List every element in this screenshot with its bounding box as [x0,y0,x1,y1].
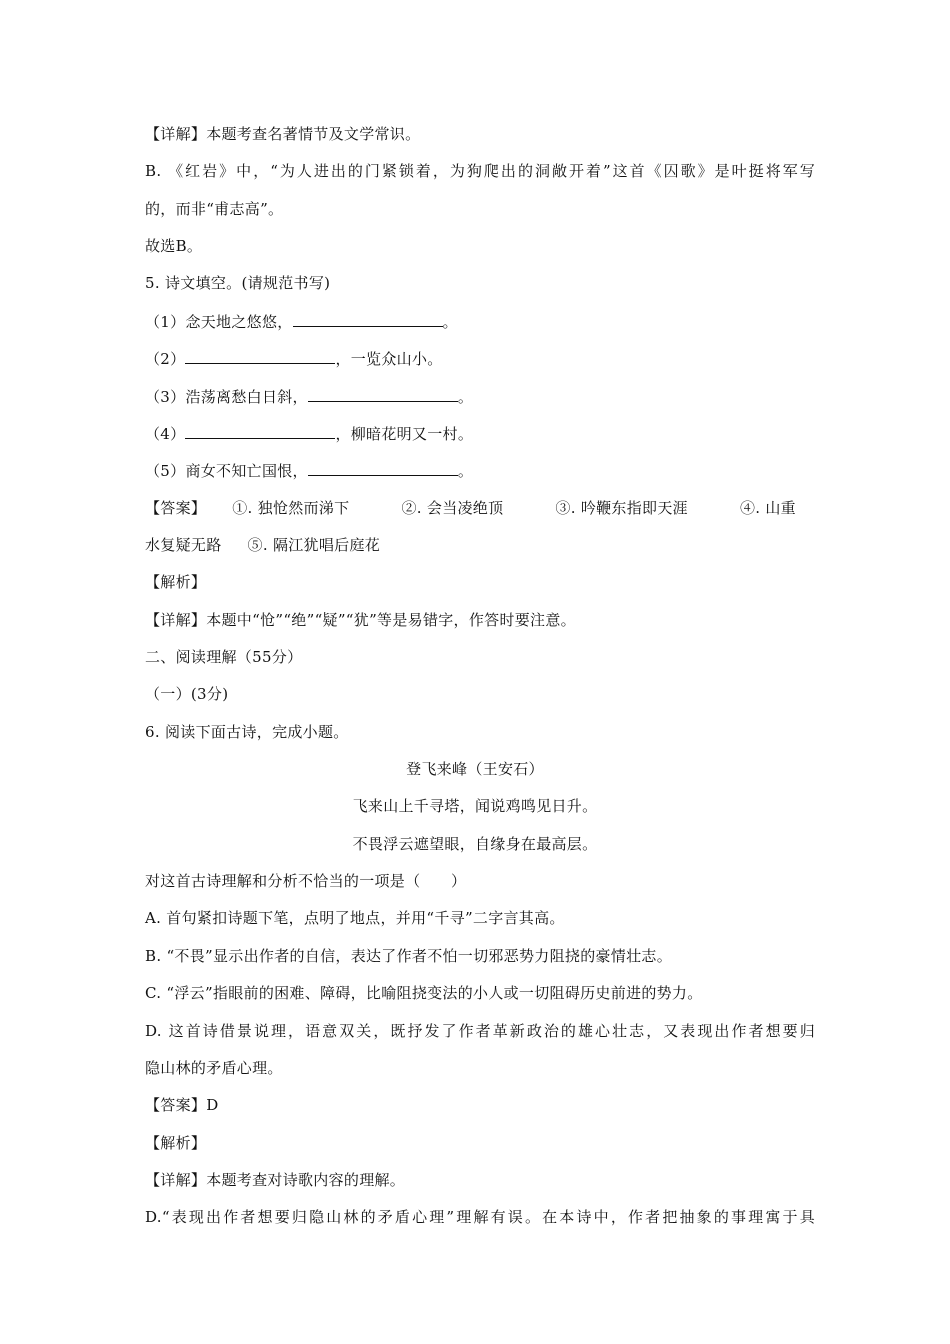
answer-4-cont: 水复疑无路 [145,536,222,554]
q4-conclusion: 故选B。 [145,237,203,255]
q4-option-b-line1: B. 《红岩》中，“为人进出的门紧锁着，为狗爬出的洞敞开着”这首《囚歌》是叶挺将军写 [145,162,815,180]
q6-analysis-label: 【解析】 [145,1134,207,1152]
q6-detail: 【详解】本题考查对诗歌内容的理解。 [145,1171,406,1189]
q6-option-d-line1: D. 这首诗借景说理，语意双关，既抒发了作者革新政治的雄心壮志，又表现出作者想要归 [145,1022,815,1040]
q5-detail: 【详解】本题中“怆”“绝”“疑”“犹”等是易错字，作答时要注意。 [145,611,576,629]
answer-1: ①. 独怆然而涕下 [232,499,350,517]
q5-answer-line2 [145,532,815,558]
answer-4: ④. 山重 [739,499,796,517]
q6-stem: 6. 阅读下面古诗，完成小题。 [145,723,349,741]
fill-blank-5[interactable] [308,457,458,476]
poem-line-2: 不畏浮云遮望眼，自缘身在最高层。 [352,835,598,853]
fill-blank-4[interactable] [185,420,335,439]
fill-blank-2[interactable] [185,345,335,364]
q5-item-4: （4） ，柳暗花明又一村。 [145,420,815,446]
q6-explanation-line1: D.“表现出作者想要归隐山林的矛盾心理”理解有误。在本诗中，作者把抽象的事理寓于具 [145,1208,815,1226]
answer-label: 【答案】 [145,499,207,517]
subsection-heading: （一）(3分) [145,685,229,703]
q4-detail: 【详解】本题考查名著情节及文学常识。 [145,125,421,143]
answer-3: ③. 吟鞭东指即天涯 [555,499,688,517]
section-heading: 二、阅读理解（55分） [145,648,303,666]
q5-stem: 5. 诗文填空。(请规范书写) [145,274,331,292]
q6-option-b: B. “不畏”显示出作者的自信，表达了作者不怕一切邪恶势力阻挠的豪情壮志。 [145,947,672,965]
q6-answer: 【答案】D [145,1096,219,1114]
q6-option-d-line2: 隐山林的矛盾心理。 [145,1059,283,1077]
q6-question: 对这首古诗理解和分析不恰当的一项是（ ） [145,872,467,890]
q5-item-5: （5）商女不知亡国恨， 。 [145,457,815,483]
q5-analysis-label: 【解析】 [145,573,207,591]
answer-2: ②. 会当凌绝顶 [401,499,504,517]
q5-item-3: （3）浩荡离愁白日斜， 。 [145,383,815,409]
fill-blank-1[interactable] [293,308,443,327]
q6-option-a: A. 首句紧扣诗题下笔，点明了地点，并用“千寻”二字言其高。 [145,909,565,927]
fill-blank-3[interactable] [308,383,458,402]
q5-answer-line [145,495,815,521]
q5-item-1: （1）念天地之悠悠， 。 [145,308,815,334]
answer-5: ⑤. 隔江犹唱后庭花 [247,536,381,554]
q6-option-c: C. “浮云”指眼前的困难、障碍，比喻阻挠变法的小人或一切阻碍历史前进的势力。 [145,984,703,1002]
q5-item-2: （2） ，一览众山小。 [145,345,815,371]
poem-title: 登飞来峰（王安石） [406,760,544,778]
poem-line-1: 飞来山上千寻塔，闻说鸡鸣见日升。 [352,797,598,815]
q4-option-b-line2: 的，而非“甫志高”。 [145,200,284,218]
